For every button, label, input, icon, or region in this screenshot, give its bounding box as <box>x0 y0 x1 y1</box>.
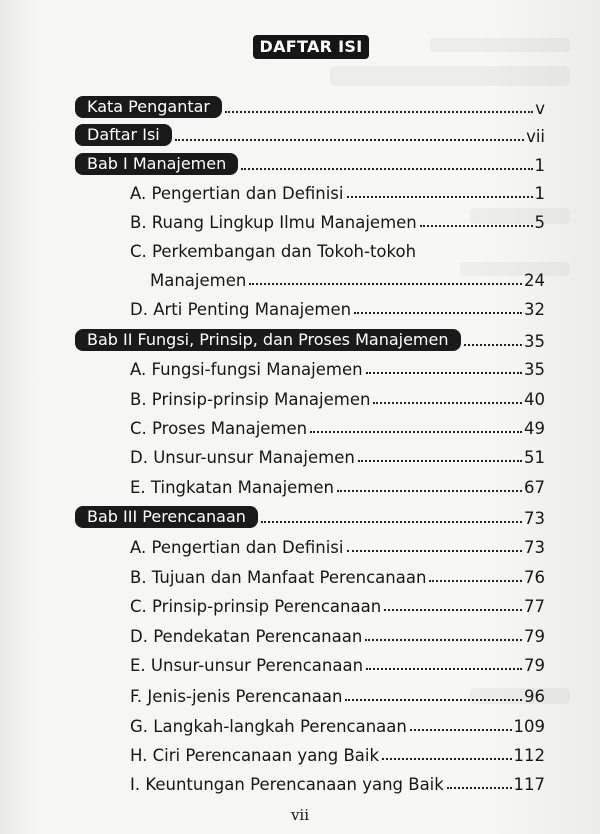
toc-label: A. Fungsi-fungsi Manajemen <box>130 360 363 379</box>
footer-page-number: vii <box>290 806 310 824</box>
toc-entry[interactable] <box>130 680 545 706</box>
toc-label: G. Langkah-langkah Perencanaan <box>130 717 407 736</box>
toc-label: B. Prinsip-prinsip Manajemen <box>130 390 371 409</box>
toc-entry[interactable] <box>130 441 545 467</box>
toc-label: A. Pengertian dan Definisi <box>130 184 344 203</box>
toc-page: 49 <box>524 419 545 438</box>
dot-leader <box>410 729 512 731</box>
dot-leader <box>345 699 522 701</box>
toc-page: 40 <box>524 390 545 409</box>
toc-label: D. Unsur-unsur Manajemen <box>130 448 355 467</box>
toc-label: E. Unsur-unsur Perencanaan <box>130 656 364 675</box>
toc-page: 35 <box>524 360 545 379</box>
toc-page: 109 <box>513 717 545 736</box>
dot-leader <box>310 431 522 433</box>
toc-entry[interactable] <box>130 561 545 587</box>
toc-label: E. Tingkatan Manajemen <box>130 478 334 497</box>
toc-entry[interactable] <box>130 353 545 379</box>
dot-leader <box>373 402 522 404</box>
toc-page: 1 <box>534 156 545 175</box>
toc-label: F. Jenis-jenis Perencanaan <box>130 687 343 706</box>
toc-label: Bab I Manajemen <box>75 153 238 175</box>
toc-page: v <box>535 99 545 118</box>
dot-leader <box>365 639 522 641</box>
toc-entry[interactable] <box>130 293 545 319</box>
toc-entry[interactable] <box>130 710 545 736</box>
toc-entry[interactable] <box>130 383 545 409</box>
toc-page: 79 <box>524 627 545 646</box>
toc-entry-kata-pengantar[interactable] <box>75 92 545 118</box>
toc-label: B. Ruang Lingkup Ilmu Manajemen <box>130 213 417 232</box>
toc-page: 32 <box>524 300 545 319</box>
toc-page: 67 <box>524 478 545 497</box>
toc-entry[interactable] <box>130 649 545 675</box>
dot-leader <box>347 550 523 552</box>
toc-entry[interactable] <box>150 264 545 290</box>
toc-page: 35 <box>524 332 545 351</box>
toc-label: I. Keuntungan Perencanaan yang Baik <box>130 775 444 794</box>
toc-page: 77 <box>524 597 545 616</box>
toc-entry[interactable] <box>130 206 545 232</box>
toc-label: C. Proses Manajemen <box>130 419 308 438</box>
dot-leader <box>382 758 511 760</box>
dot-leader <box>366 668 522 670</box>
toc-entry[interactable] <box>130 531 545 557</box>
toc-entry-bab-3[interactable] <box>75 502 545 528</box>
dot-leader <box>261 521 522 523</box>
toc-page: 79 <box>524 656 545 675</box>
dot-leader <box>384 609 522 611</box>
toc-label: A. Pengertian dan Definisi <box>130 538 344 557</box>
toc-entry[interactable] <box>130 620 545 646</box>
dot-leader <box>337 490 522 492</box>
toc-label: H. Ciri Perencanaan yang Baik <box>130 746 380 765</box>
dot-leader <box>464 344 523 346</box>
toc-label: B. Tujuan dan Manfaat Perencanaan <box>130 568 427 587</box>
toc-entry-daftar-isi[interactable] <box>75 120 545 146</box>
toc-entry[interactable] <box>130 412 545 438</box>
toc-entry[interactable] <box>130 590 545 616</box>
toc-entry[interactable] <box>130 177 545 203</box>
dot-leader <box>358 460 522 462</box>
toc-label: Bab II Fungsi, Prinsip, dan Proses Manajemen <box>75 329 461 351</box>
dot-leader <box>366 372 522 374</box>
toc-entry[interactable] <box>130 471 545 497</box>
toc-label: Daftar Isi <box>75 124 172 146</box>
toc-entry-bab-1[interactable] <box>75 149 545 175</box>
toc-page: 96 <box>524 687 545 706</box>
dot-leader <box>447 787 512 789</box>
toc-entry[interactable] <box>130 739 545 765</box>
toc-page: 1 <box>534 184 545 203</box>
toc-page: vii <box>526 127 545 146</box>
dot-leader <box>347 196 533 198</box>
toc-label: D. Pendekatan Perencanaan <box>130 627 363 646</box>
toc-page: 73 <box>524 509 545 528</box>
toc-label: Bab III Perencanaan <box>75 506 258 528</box>
dot-leader <box>241 168 532 170</box>
dot-leader <box>225 111 533 113</box>
dot-leader <box>249 283 522 285</box>
toc-page: 5 <box>534 213 545 232</box>
toc-label: C. Perkembangan dan Tokoh-tokoh <box>130 242 417 261</box>
toc-page: 112 <box>513 746 545 765</box>
toc-page: 76 <box>524 568 545 587</box>
toc-page: 73 <box>524 538 545 557</box>
dot-leader <box>429 580 522 582</box>
toc-entry-bab-2[interactable] <box>75 325 545 351</box>
dot-leader <box>175 139 524 141</box>
toc-label: Kata Pengantar <box>75 96 222 118</box>
dot-leader <box>420 225 533 227</box>
toc-label: Manajemen <box>150 271 247 290</box>
dot-leader <box>354 312 522 314</box>
toc-page: 117 <box>513 775 545 794</box>
toc-entry[interactable] <box>130 235 545 261</box>
toc-entry[interactable] <box>130 768 545 794</box>
toc-label: C. Prinsip-prinsip Perencanaan <box>130 597 382 616</box>
toc-page: 51 <box>524 448 545 467</box>
page-title: DAFTAR ISI <box>253 35 369 59</box>
toc-page: 24 <box>524 271 545 290</box>
toc-label: D. Arti Penting Manajemen <box>130 300 352 319</box>
